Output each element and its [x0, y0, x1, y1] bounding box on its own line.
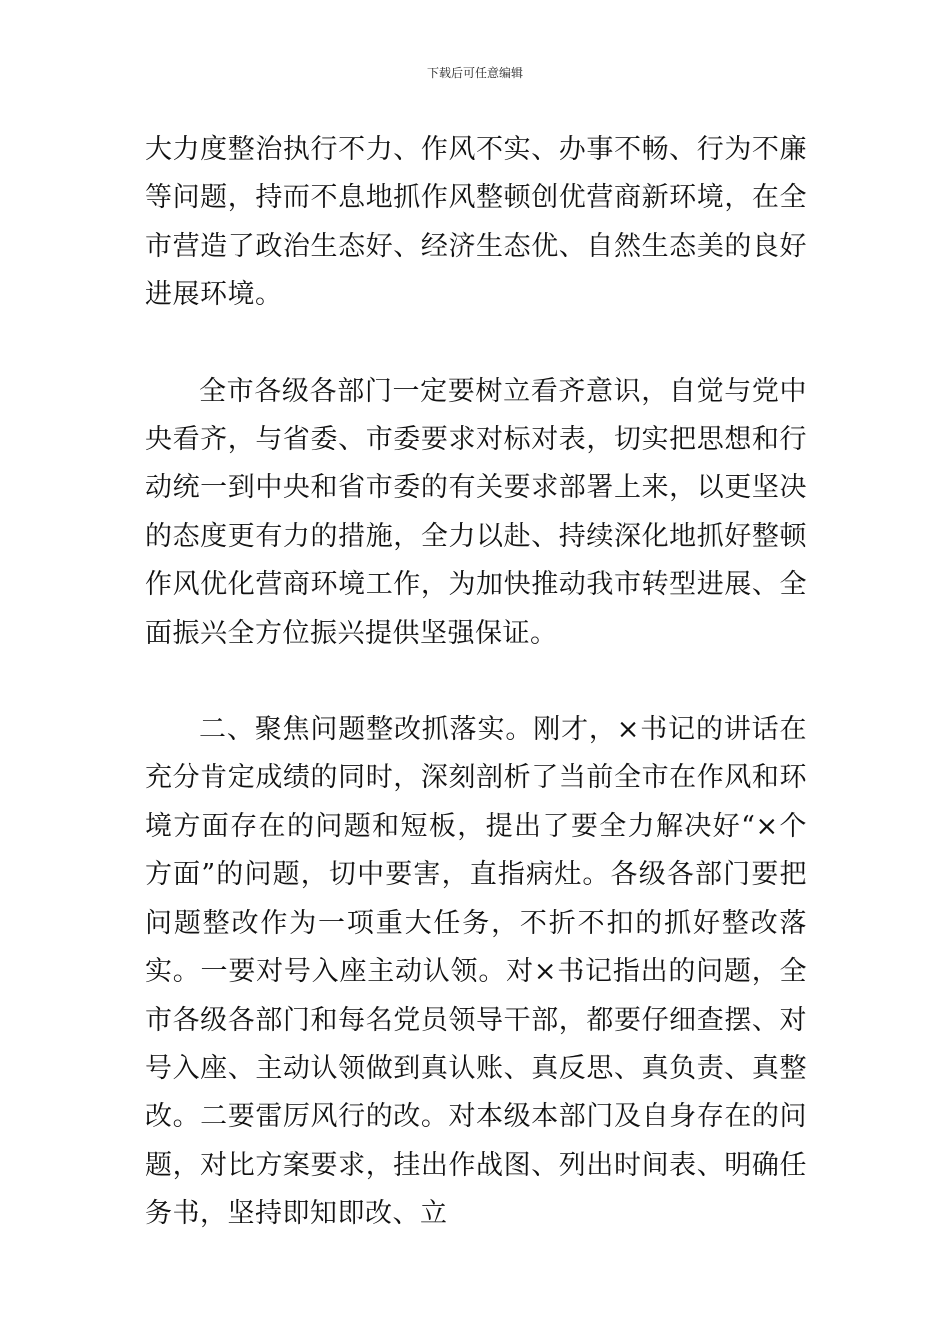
paragraph-3: 二、聚焦问题整改抓落实。刚才，×书记的讲话在充分肯定成绩的同时，深刻剖析了当前全市在作风和环境方面存在的问题和短板，提出了要全力解决好“×个方面”的问题，切中要害，直指病灶。各级各部门要把问题整改作为一项重大任务，不折不扣的抓好整改落实。一要对号入座主动认领。对×书记指出的问题，全市各级各部门和每名党员领导干部，都要仔细查摆、对号入座、主动认领做到真认账、真反思、真负责、真整改。二要雷厉风行的改。对本级本部门及自身存在的问题，对比方案要求，挂出作战图、列出时间表、明确任务书，坚持即知即改、立: [145, 714, 807, 1230]
page-header: 下载后可任意编辑: [426, 66, 523, 80]
paragraph-1: 大力度整治执行不力、作风不实、办事不畅、行为不廉等问题，持而不息地抓作风整顿创优营商新环境，在全市营造了政治生态好、经济生态优、自然生态美的良好进展环境。: [145, 134, 807, 311]
paragraph-2: 全市各级各部门一定要树立看齐意识，自觉与党中央看齐，与省委、市委要求对标对表，切实把思想和行动统一到中央和省市委的有关要求部署上来，以更坚决的态度更有力的措施，全力以赴、持续深化地抓好整顿作风优化营商环境工作，为加快推动我市转型进展、全面振兴全方位振兴提供坚强保证。: [145, 375, 807, 649]
document-body: [145, 126, 807, 1239]
paragraph-gap: [145, 320, 807, 368]
paragraph-gap: [145, 658, 807, 706]
